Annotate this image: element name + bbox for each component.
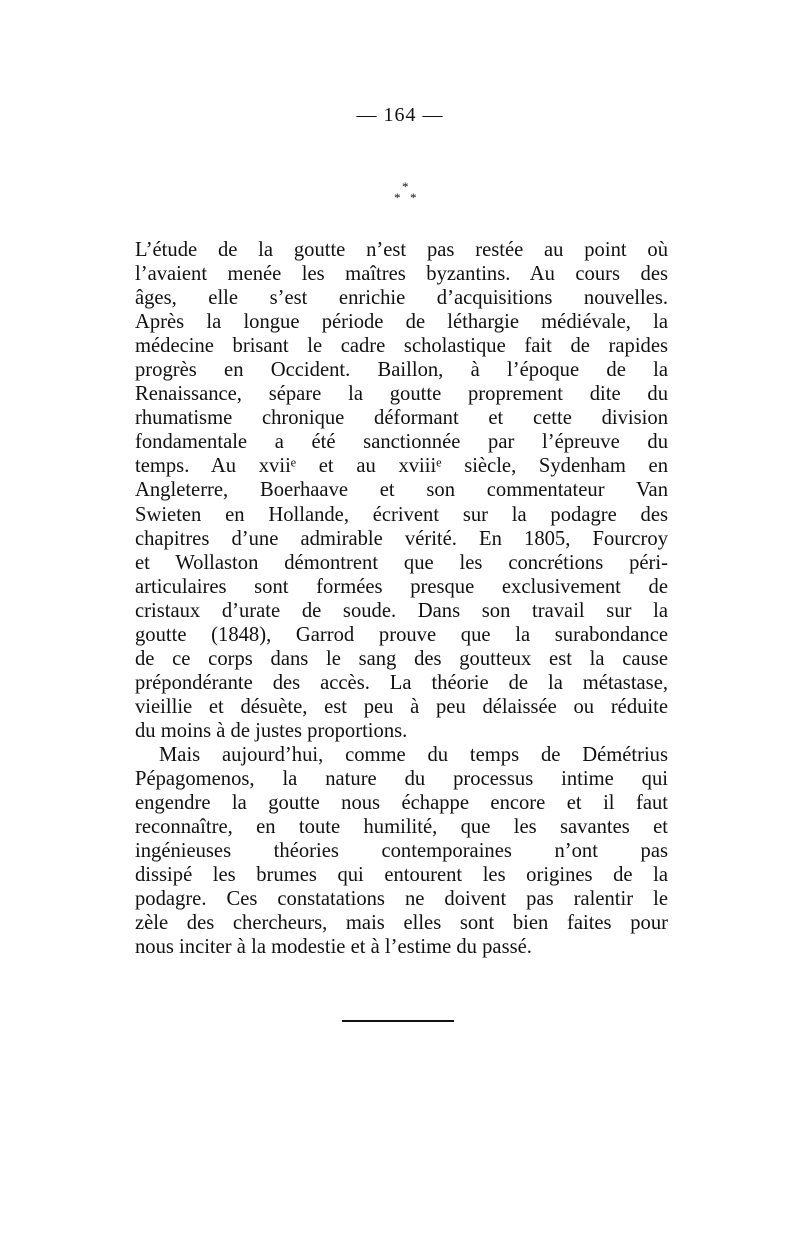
text-line: chapitres d’une admirable vérité. En 1805, Fourcroy bbox=[135, 527, 668, 550]
text-line: temps. Au xviiᵉ et au xviiiᵉ siècle, Sydenham en bbox=[135, 455, 668, 478]
text-line: Angleterre, Boerhaave et son commentateur Van bbox=[135, 479, 668, 502]
text-line: du moins à de justes proportions. bbox=[135, 719, 408, 742]
text-line: rhumatisme chronique déformant et cette division bbox=[135, 407, 668, 430]
text-line: progrès en Occident. Baillon, à l’époque de la bbox=[135, 359, 668, 382]
text-line: goutte (1848), Garrod prouve que la surabondance bbox=[135, 623, 668, 646]
text-line: nous inciter à la modestie et à l’estime du passé. bbox=[135, 936, 532, 959]
text-line: vieillie et désuète, est peu à peu délaissée ou réduite bbox=[135, 695, 668, 718]
text-line: et Wollaston démontrent que les concrétions péri- bbox=[135, 551, 668, 574]
text-line: prépondérante des accès. La théorie de la métastase, bbox=[135, 671, 668, 694]
text-line: dissipé les brumes qui entourent les origines de la bbox=[135, 864, 668, 887]
paragraph bbox=[135, 238, 668, 743]
text-line: cristaux d’urate de soude. Dans son travail sur la bbox=[135, 599, 668, 622]
text-line: Mais aujourd’hui, comme du temps de Démétrius bbox=[159, 743, 668, 766]
text-line: médecine brisant le cadre scholastique fait de rapides bbox=[135, 335, 668, 358]
text-line: ingénieuses théories contemporaines n’ont pas bbox=[135, 840, 668, 863]
text-line: engendre la goutte nous échappe encore et il faut bbox=[135, 792, 668, 815]
asterism-star: * bbox=[394, 190, 401, 205]
text-line: reconnaître, en toute humilité, que les savantes et bbox=[135, 816, 668, 839]
paragraph bbox=[135, 743, 668, 959]
text-line: podagre. Ces constatations ne doivent pas ralentir le bbox=[135, 888, 668, 911]
text-line: âges, elle s’est enrichie d’acquisitions nouvelles. bbox=[135, 287, 668, 310]
text-line: l’avaient menée les maîtres byzantins. Au cours des bbox=[135, 263, 668, 286]
asterism bbox=[388, 180, 428, 210]
text-line: zèle des chercheurs, mais elles sont bien faites pour bbox=[135, 912, 668, 935]
text-line: Pépagomenos, la nature du processus intime qui bbox=[135, 768, 668, 791]
text-line: Après la longue période de léthargie médiévale, la bbox=[135, 311, 668, 334]
text-line: Renaissance, sépare la goutte proprement dite du bbox=[135, 383, 668, 406]
asterism-star: * bbox=[410, 190, 417, 205]
text-line: fondamentale a été sanctionnée par l’épreuve du bbox=[135, 431, 668, 454]
page-number: — 164 — bbox=[356, 104, 444, 126]
body-text bbox=[135, 238, 668, 959]
asterism-star: * bbox=[402, 179, 409, 194]
text-line: L’étude de la goutte n’est pas restée au point où bbox=[135, 239, 668, 261]
text-line: de ce corps dans le sang des goutteux est la cause bbox=[135, 647, 668, 670]
text-line: articulaires sont formées presque exclusivement de bbox=[135, 575, 668, 598]
text-line: Swieten en Hollande, écrivent sur la podagre des bbox=[135, 503, 668, 526]
end-rule bbox=[342, 1020, 454, 1022]
